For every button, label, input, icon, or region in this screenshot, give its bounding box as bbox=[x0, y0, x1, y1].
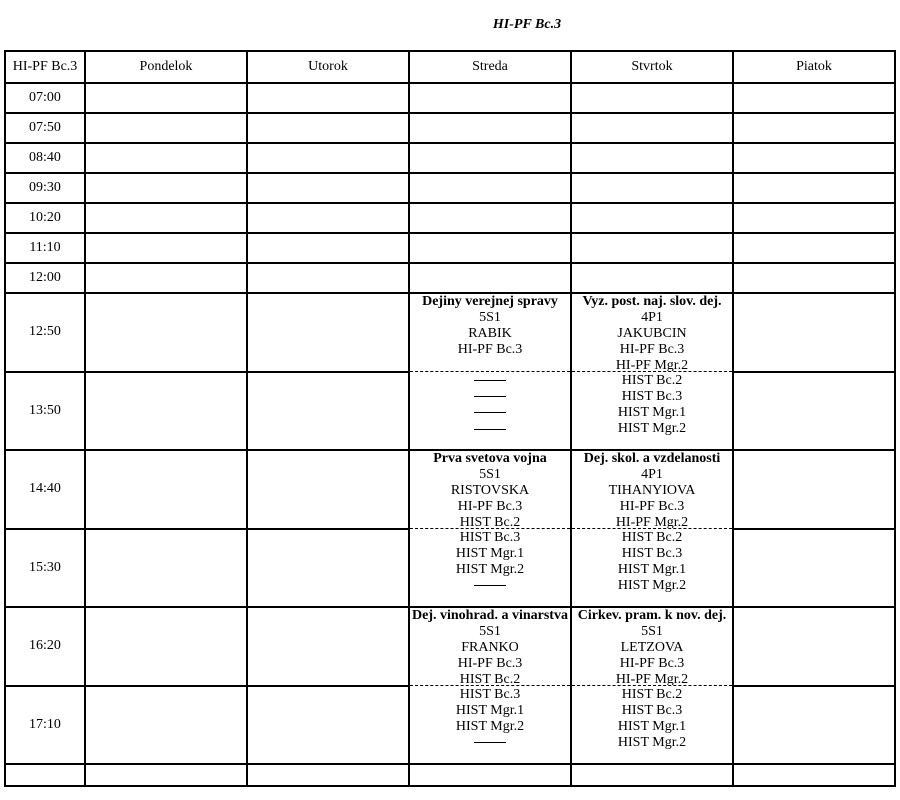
course-block bbox=[410, 372, 570, 449]
slot-cell bbox=[733, 143, 895, 173]
course-title: Cirkev. pram. k nov. dej. bbox=[577, 608, 727, 623]
time-slot: 07:50 bbox=[5, 113, 85, 143]
course-teacher: TIHANYIOVA bbox=[608, 483, 696, 498]
slot-cell bbox=[85, 293, 247, 372]
slot-cell bbox=[733, 113, 895, 143]
slot-cell bbox=[85, 143, 247, 173]
course-block bbox=[572, 608, 732, 685]
slot-cell bbox=[571, 764, 733, 786]
slot-cell bbox=[247, 203, 409, 233]
slot-cell bbox=[85, 686, 247, 765]
course-cell-streda bbox=[409, 450, 571, 529]
slot-cell bbox=[85, 764, 247, 786]
slot-cell bbox=[571, 233, 733, 263]
slot-cell bbox=[733, 607, 895, 686]
course-block bbox=[572, 686, 732, 763]
course-group: HIST Bc.3 bbox=[621, 389, 683, 404]
course-cell-stvrtok bbox=[571, 529, 733, 608]
time-slot: 09:30 bbox=[5, 173, 85, 203]
slot-cell bbox=[247, 233, 409, 263]
course-title: Dej. vinohrad. a vinarstva bbox=[412, 608, 568, 623]
slot-cell bbox=[571, 143, 733, 173]
course-group: HIST Bc.3 bbox=[621, 703, 683, 718]
slot-cell bbox=[409, 143, 571, 173]
course-group: HIST Bc.3 bbox=[459, 687, 521, 702]
course-cell-streda bbox=[409, 293, 571, 372]
table-row bbox=[5, 83, 895, 113]
slot-cell bbox=[733, 764, 895, 786]
course-block bbox=[572, 294, 732, 371]
slot-cell bbox=[5, 764, 85, 786]
course-group: HI-PF Bc.3 bbox=[457, 499, 523, 514]
slot-cell bbox=[85, 83, 247, 113]
slot-cell bbox=[571, 83, 733, 113]
time-slot: 13:50 bbox=[5, 372, 85, 451]
time-slot: 10:20 bbox=[5, 203, 85, 233]
course-group: HIST Bc.2 bbox=[621, 687, 683, 702]
slot-cell bbox=[85, 450, 247, 529]
course-group: HIST Bc.3 bbox=[621, 546, 683, 561]
course-teacher: RABIK bbox=[468, 326, 512, 341]
table-row bbox=[5, 764, 895, 786]
slot-cell bbox=[85, 263, 247, 293]
slot-cell bbox=[247, 607, 409, 686]
course-cell-stvrtok bbox=[571, 372, 733, 451]
course-teacher: RISTOVSKA bbox=[450, 483, 530, 498]
course-group: HIST Mgr.1 bbox=[617, 405, 687, 420]
table-row bbox=[5, 450, 895, 529]
slot-cell bbox=[85, 372, 247, 451]
course-group: HI-PF Mgr.2 bbox=[615, 358, 689, 371]
course-group: HIST Mgr.2 bbox=[617, 421, 687, 436]
slot-cell bbox=[85, 173, 247, 203]
course-block bbox=[572, 372, 732, 449]
course-group: HIST Mgr.2 bbox=[455, 719, 525, 734]
course-group: HI-PF Mgr.2 bbox=[615, 515, 689, 528]
slot-cell bbox=[247, 143, 409, 173]
slot-cell bbox=[409, 113, 571, 143]
table-row bbox=[5, 372, 895, 451]
course-group: HI-PF Bc.3 bbox=[619, 342, 685, 357]
slot-cell bbox=[409, 263, 571, 293]
slot-cell bbox=[247, 293, 409, 372]
course-group: HIST Mgr.1 bbox=[617, 719, 687, 734]
table-row bbox=[5, 607, 895, 686]
slot-cell bbox=[571, 113, 733, 143]
empty-placeholder bbox=[474, 396, 506, 397]
course-group: HIST Mgr.1 bbox=[617, 562, 687, 577]
table-row bbox=[5, 686, 895, 765]
slot-cell bbox=[733, 372, 895, 451]
header-day-utorok: Utorok bbox=[247, 51, 409, 83]
slot-cell bbox=[247, 372, 409, 451]
empty-placeholder bbox=[474, 412, 506, 413]
table-row bbox=[5, 233, 895, 263]
time-slot: 07:00 bbox=[5, 83, 85, 113]
header-day-stvrtok: Stvrtok bbox=[571, 51, 733, 83]
course-group: HIST Bc.2 bbox=[459, 672, 521, 685]
slot-cell bbox=[247, 686, 409, 765]
header-day-piatok: Piatok bbox=[733, 51, 895, 83]
course-group: HIST Mgr.2 bbox=[617, 578, 687, 593]
empty-placeholder bbox=[474, 742, 506, 743]
slot-cell bbox=[85, 113, 247, 143]
slot-cell bbox=[733, 263, 895, 293]
empty-line bbox=[410, 422, 570, 438]
course-group: HIST Mgr.2 bbox=[617, 735, 687, 750]
empty-placeholder bbox=[474, 429, 506, 430]
course-group: HI-PF Mgr.2 bbox=[615, 672, 689, 685]
course-cell-stvrtok bbox=[571, 686, 733, 765]
header-day-pondelok: Pondelok bbox=[85, 51, 247, 83]
slot-cell bbox=[409, 203, 571, 233]
course-group: HIST Mgr.2 bbox=[455, 562, 525, 577]
course-title: Vyz. post. naj. slov. dej. bbox=[582, 294, 722, 309]
time-slot: 12:00 bbox=[5, 263, 85, 293]
page-title: HI-PF Bc.3 bbox=[492, 17, 562, 32]
course-cell-streda bbox=[409, 607, 571, 686]
course-group: HI-PF Bc.3 bbox=[457, 656, 523, 671]
slot-cell bbox=[247, 263, 409, 293]
slot-cell bbox=[247, 764, 409, 786]
slot-cell bbox=[85, 203, 247, 233]
course-block bbox=[410, 451, 570, 528]
time-slot: 11:10 bbox=[5, 233, 85, 263]
slot-cell bbox=[571, 203, 733, 233]
slot-cell bbox=[733, 450, 895, 529]
course-group: HIST Mgr.1 bbox=[455, 703, 525, 718]
time-slot: 17:10 bbox=[5, 686, 85, 765]
slot-cell bbox=[733, 686, 895, 765]
course-title: Prva svetova vojna bbox=[433, 451, 547, 466]
course-group: HIST Mgr.1 bbox=[455, 546, 525, 561]
empty-line bbox=[410, 389, 570, 405]
course-cell-stvrtok bbox=[571, 450, 733, 529]
course-room: 5S1 bbox=[479, 624, 501, 639]
course-cell-streda bbox=[409, 529, 571, 608]
empty-line bbox=[410, 735, 570, 751]
course-group: HIST Bc.2 bbox=[621, 373, 683, 388]
course-block bbox=[410, 529, 570, 606]
slot-cell bbox=[409, 83, 571, 113]
empty-line bbox=[410, 373, 570, 389]
course-block bbox=[410, 608, 570, 685]
course-cell-streda bbox=[409, 686, 571, 765]
slot-cell bbox=[247, 450, 409, 529]
empty-placeholder bbox=[474, 585, 506, 586]
table-row bbox=[5, 529, 895, 608]
table-row bbox=[5, 173, 895, 203]
slot-cell bbox=[85, 529, 247, 608]
table-row bbox=[5, 203, 895, 233]
course-group: HIST Bc.2 bbox=[459, 515, 521, 528]
course-group: HI-PF Bc.3 bbox=[457, 342, 523, 357]
slot-cell bbox=[85, 233, 247, 263]
slot-cell bbox=[733, 83, 895, 113]
course-block bbox=[410, 294, 570, 371]
empty-line bbox=[410, 578, 570, 594]
course-group: HIST Bc.2 bbox=[621, 530, 683, 545]
course-cell-stvrtok bbox=[571, 293, 733, 372]
slot-cell bbox=[247, 529, 409, 608]
course-block bbox=[410, 686, 570, 763]
course-group: HI-PF Bc.3 bbox=[619, 656, 685, 671]
header-row bbox=[5, 51, 895, 83]
course-group: HIST Bc.3 bbox=[459, 530, 521, 545]
slot-cell bbox=[733, 293, 895, 372]
course-room: 4P1 bbox=[641, 310, 663, 325]
course-room: 5S1 bbox=[641, 624, 663, 639]
course-teacher: JAKUBCIN bbox=[617, 326, 687, 341]
course-block bbox=[572, 451, 732, 528]
slot-cell bbox=[85, 607, 247, 686]
course-group: HI-PF Bc.3 bbox=[619, 499, 685, 514]
empty-line bbox=[410, 405, 570, 421]
slot-cell bbox=[733, 529, 895, 608]
timetable bbox=[4, 50, 896, 787]
slot-cell bbox=[247, 83, 409, 113]
slot-cell bbox=[409, 764, 571, 786]
header-day-streda: Streda bbox=[409, 51, 571, 83]
table-row bbox=[5, 113, 895, 143]
empty-placeholder bbox=[474, 380, 506, 381]
course-cell-streda bbox=[409, 372, 571, 451]
slot-cell bbox=[247, 173, 409, 203]
course-cell-stvrtok bbox=[571, 607, 733, 686]
slot-cell bbox=[733, 233, 895, 263]
course-teacher: LETZOVA bbox=[620, 640, 684, 655]
slot-cell bbox=[571, 263, 733, 293]
slot-cell bbox=[733, 203, 895, 233]
time-slot: 16:20 bbox=[5, 607, 85, 686]
course-title: Dejiny verejnej spravy bbox=[422, 294, 558, 309]
course-block bbox=[572, 529, 732, 606]
slot-cell bbox=[247, 113, 409, 143]
course-teacher: FRANKO bbox=[461, 640, 519, 655]
slot-cell bbox=[409, 173, 571, 203]
slot-cell bbox=[733, 173, 895, 203]
course-title: Dej. skol. a vzdelanosti bbox=[583, 451, 721, 466]
course-room: 4P1 bbox=[641, 467, 663, 482]
time-slot: 14:40 bbox=[5, 450, 85, 529]
table-row bbox=[5, 263, 895, 293]
time-slot: 12:50 bbox=[5, 293, 85, 372]
table-row bbox=[5, 293, 895, 372]
slot-cell bbox=[571, 173, 733, 203]
time-slot: 08:40 bbox=[5, 143, 85, 173]
slot-cell bbox=[409, 233, 571, 263]
course-room: 5S1 bbox=[479, 467, 501, 482]
header-group: HI-PF Bc.3 bbox=[5, 51, 85, 83]
table-row bbox=[5, 143, 895, 173]
course-room: 5S1 bbox=[479, 310, 501, 325]
time-slot: 15:30 bbox=[5, 529, 85, 608]
